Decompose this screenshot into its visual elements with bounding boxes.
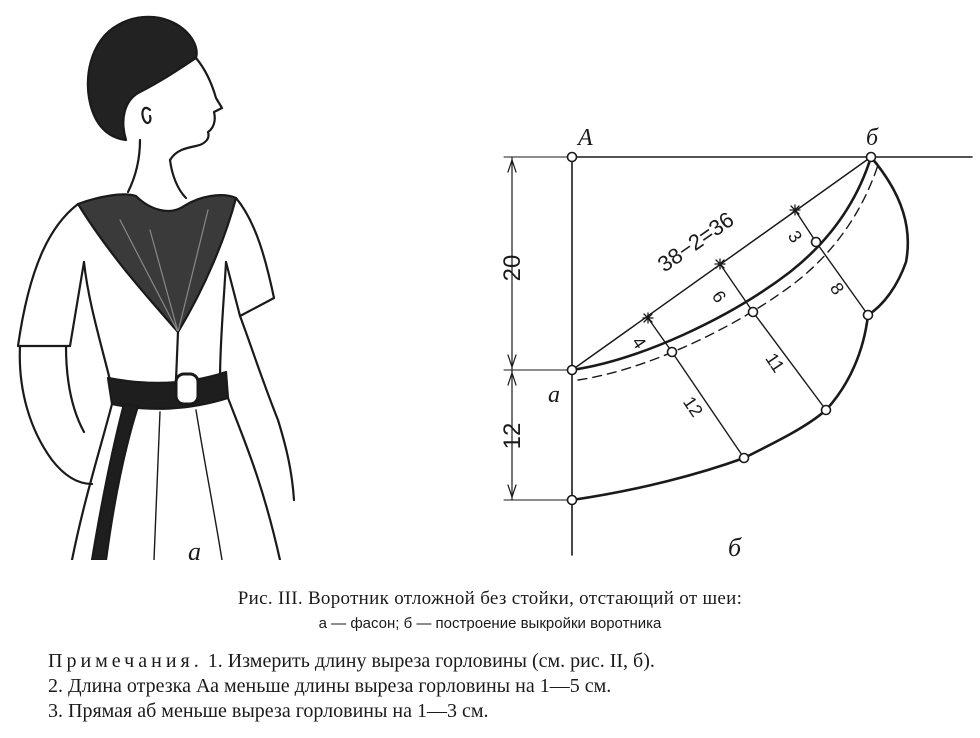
dim-label-12: 12 (499, 422, 526, 450)
dashed-curve (578, 165, 878, 380)
segment-label-6: 6 (707, 286, 731, 307)
figure-subcaption: а — фасон; б — построение выкройки воротника (318, 615, 662, 632)
fashion-illustration (18, 17, 294, 560)
left-sleeve (18, 204, 84, 346)
ear (142, 108, 150, 123)
point-label-A: А (578, 125, 593, 151)
point-a (568, 366, 577, 375)
note-line-2: 2. Длина отрезка Аа меньше длины выреза горловины на 1—5 см. (48, 675, 612, 697)
label-b: б (728, 533, 742, 560)
note-line-3: 3. Прямая аб меньше выреза горловины на 1—3 см. (48, 700, 489, 722)
face (170, 58, 222, 160)
left-arm (20, 346, 92, 484)
dim-label-20: 20 (499, 254, 526, 282)
point-b (867, 153, 876, 162)
note-1-text: 1. Измерить длину выреза горловины (см. рис. II, б). (207, 650, 655, 672)
outer-curve (572, 157, 908, 500)
hair (88, 17, 197, 140)
notes-heading: Примечания. (48, 650, 203, 672)
point-A (568, 153, 577, 162)
point-label-a: а (548, 382, 560, 408)
point-bottom (568, 496, 577, 505)
segment-label-4: 4 (627, 332, 651, 353)
collar (78, 194, 236, 332)
segment-label-3: 3 (783, 226, 807, 247)
segment-label-8: 8 (825, 278, 849, 299)
segment-label-12: 12 (679, 392, 707, 421)
chord-label: 38−2=36 (652, 206, 739, 278)
label-a: а (188, 537, 201, 560)
figure-caption: Рис. III. Воротник отложной без стойки, отстающий от шеи: (237, 588, 743, 609)
segment-label-11: 11 (761, 349, 789, 376)
right-sleeve (226, 198, 274, 316)
belt-buckle (176, 374, 198, 404)
neck (128, 140, 140, 192)
note-line-1 (48, 650, 655, 673)
point-label-b: б (866, 125, 879, 151)
right-arm (240, 316, 294, 500)
